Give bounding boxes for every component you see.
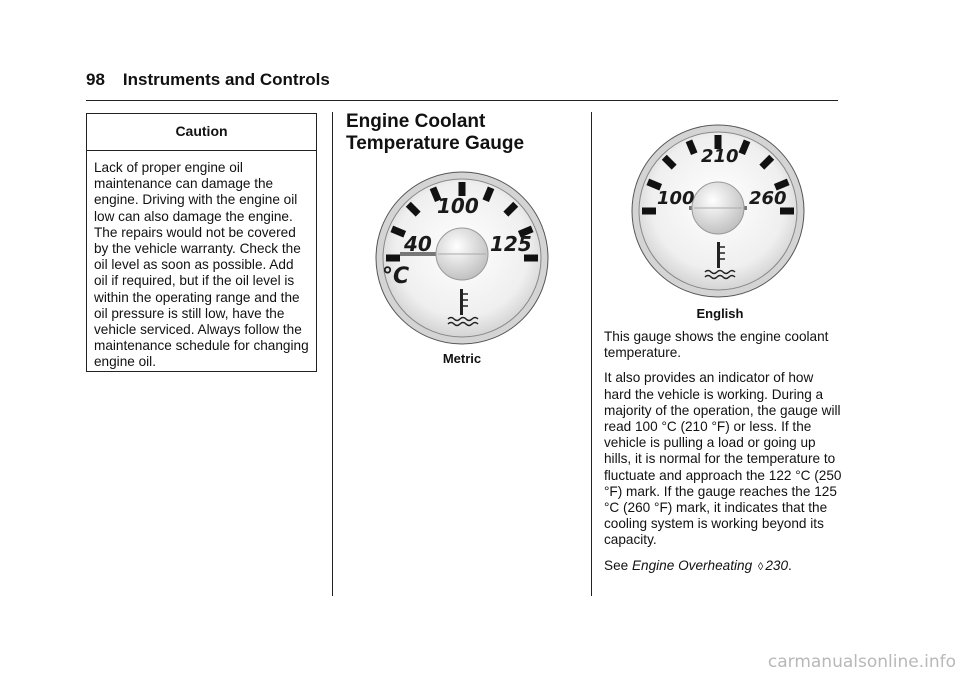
paragraph-2: It also provides an indicator of how hard the vehicle is working. During a majority of the operation, the gauge will read 100 °C (210 °F) or less. If the vehicle is pulling a load or going up hills, it is normal for the temperature to fluctuate and approach the 122 °C (250 °F) mark. If the gauge reaches the 125 °C (260 °F) mark, it indicates that the cooling system is working beyond its capacity. bbox=[604, 370, 842, 548]
section-title: Instruments and Controls bbox=[122, 70, 330, 89]
coolant-section-title: Engine Coolant Temperature Gauge bbox=[346, 111, 525, 154]
english-mid-label: 210 bbox=[701, 146, 739, 167]
see-suffix: . bbox=[788, 557, 792, 573]
english-gauge bbox=[629, 122, 807, 300]
column-divider-1 bbox=[332, 112, 333, 596]
english-low-label: 100 bbox=[657, 188, 695, 209]
metric-mid-label: 100 bbox=[437, 194, 479, 218]
see-prefix: See bbox=[604, 557, 632, 573]
metric-unit-label: °C bbox=[382, 264, 410, 289]
column-divider-2 bbox=[591, 112, 592, 596]
page-header bbox=[86, 70, 838, 101]
page-number: 98 bbox=[86, 70, 105, 89]
metric-gauge bbox=[370, 169, 554, 347]
english-caption: English bbox=[696, 306, 744, 321]
gauge-tick bbox=[689, 141, 694, 154]
engine-overheating-link[interactable]: Engine Overheating bbox=[631, 557, 753, 573]
metric-low-label: 40 bbox=[404, 232, 432, 256]
metric-caption: Metric bbox=[442, 351, 482, 366]
see-also bbox=[604, 558, 842, 575]
paragraph-1: This gauge shows the engine coolant temperature. bbox=[604, 329, 829, 361]
watermark: carmanualsonline.info bbox=[767, 652, 956, 672]
gauge-tick bbox=[486, 188, 491, 201]
caution-title: Caution bbox=[87, 114, 316, 151]
gauge-tick bbox=[775, 182, 788, 187]
caution-box bbox=[86, 113, 317, 372]
gauge-tick bbox=[742, 141, 747, 154]
caution-text: Lack of proper engine oil maintenance can damage the engine. Driving with the engine oil low can also damage the engine. The repairs would not be covered by the vehicle warranty. Check the oil level as soon as possible. Add oil if required, but if the oil level is within the operating range and the oil pressure is still low, have the vehicle serviced. Always follow the maintenance schedule for changing engine oil. bbox=[94, 160, 309, 370]
ref-page-number[interactable]: 230 bbox=[765, 557, 789, 573]
page-ref-arrow-icon: ◊ bbox=[757, 560, 764, 573]
gauge-tick bbox=[392, 229, 405, 234]
english-high-label: 260 bbox=[749, 188, 787, 209]
coolant-description bbox=[604, 329, 842, 584]
gauge-tick bbox=[648, 182, 661, 187]
metric-high-label: 125 bbox=[490, 232, 532, 256]
